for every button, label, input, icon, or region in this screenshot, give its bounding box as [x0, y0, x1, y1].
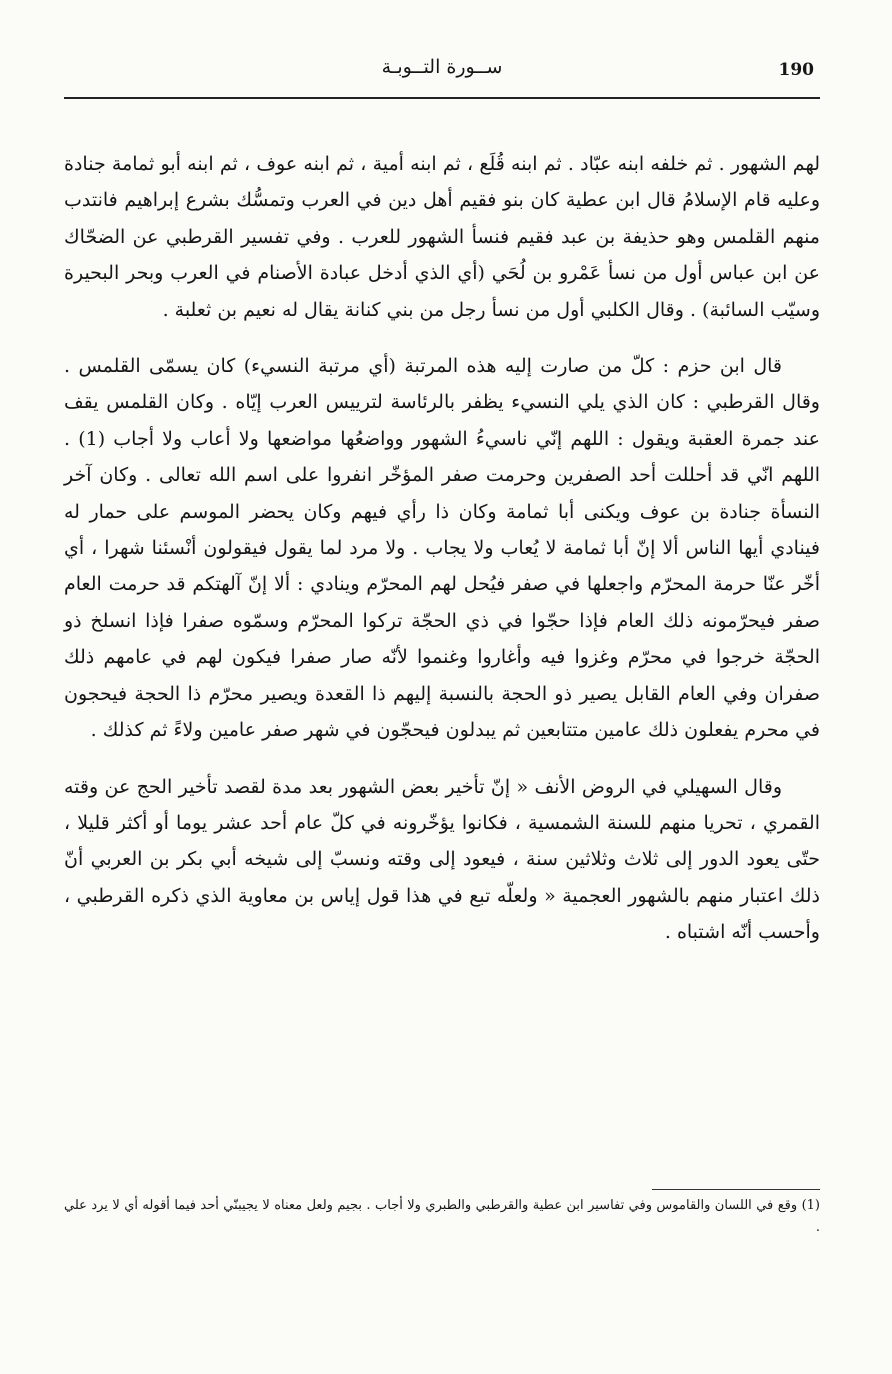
- paragraph: لهم الشهور . ثم خلفه ابنه عبّاد . ثم ابنه قُلَع ، ثم ابنه أمية ، ثم ابنه عوف ، ثم ابنه أبو ثمامة جنادة وعليه قام الإسلامُ قال ابن عطية كان بنو فقيم أهل دين في العرب وتمسُّك بشرع إبراهيم فانتدب منهم القلمس وهو حذيفة بن عبد فقيم فنسأ الشهور للعرب . وفي تفسير القرطبي عن الضحّاك عن ابن عباس أول من نسأ عَمْرو بن لُحَي (أي الذي أدخل عبادة الأصنام في العرب وبحر البحيرة وسيّب السائبة) . وقال الكلبي أول من نسأ رجل من بني كنانة يقال له نعيم بن ثعلبة .: [64, 153, 820, 321]
- footnote-rule: [652, 1189, 820, 1190]
- page-header: [64, 56, 820, 90]
- page-number: 190: [778, 60, 814, 80]
- body-text: [64, 146, 820, 951]
- footnote-text: (1) وقع في اللسان والقاموس وفي تفاسير ابن عطية والقرطبي والطبري ولا أجاب . بجيم ولعل معناه لا يجيبنّي أحد فيما أقوله أي لا يرد علي .: [64, 1198, 820, 1235]
- paragraph: وقال السهيلي في الروض الأنف « إنّ تأخير بعض الشهور بعد مدة لقصد تأخير الحج عن وقته القمري ، تحريا منهم للسنة الشمسية ، فكانوا يؤخّرونه في كلّ عام أحد عشر يوما أو أكثر قليلا ، حتّى يعود الدور إلى ثلاث وثلاثين سنة ، فيعود إلى وقته ونسبّ إلى شيخه أبي بكر بن العربي أنّ ذلك اعتبار منهم بالشهور العجمية « ولعلّه تبع في هذا قول إياس بن معاوية الذي ذكره القرطبي ، وأحسب أنّه اشتباه .: [64, 775, 820, 944]
- paragraph: قال ابن حزم : كلّ من صارت إليه هذه المرتبة (أي مرتبة النسيء) كان يسمّى القلمس . وقال القرطبي : كان الذي يلي النسيء يظفر بالرئاسة لترييس العرب إيّاه . وكان القلمس يقف عند جمرة العقبة ويقول : اللهم إنّي ناسيءُ الشهور وواضعُها مواضعها ولا أعاب ولا أجاب (1) . اللهم انّي قد أحللت أحد الصفرين وحرمت صفر المؤخّر انفروا على اسم الله تعالى . وكان آخر النسأة جنادة بن عوف ويكنى أبا ثمامة وكان ذا رأي فيهم وكان يحضر الموسم على حمار له فينادي أيها الناس ألا إنّ أبا ثمامة لا يُعاب ولا يجاب . ولا مرد لما يقول فيقولون أنْسئنا شهرا ، أي أخّر عنّا حرمة المحرّم واجعلها في صفر فيُحل لهم المحرّم وينادي : ألا إنّ آلهتكم قد حرمت العام صفر فيحرّمونه ذلك العام فإذا حجّوا في ذي الحجّة تركوا المحرّم وسمّوه صفرا فإذا انسلخ ذو الحجّة خرجوا في محرّم وغزوا فيه وأغاروا وغنموا لأنّه صار صفرا فيكون لهم في عامهم ذلك صفران وفي العام القابل يصير ذو الحجة بالنسبة إليهم ذا القعدة ويصير محرّم ذا الحجة فيحجون في محرم يفعلون ذلك عامين متتابعين ثم يبدلون فيحجّون في شهر صفر عامين ولاءً ثم كذلك .: [64, 355, 820, 742]
- running-title: ســورة التــوبـة: [381, 56, 503, 78]
- header-rule: [64, 97, 820, 99]
- footnote: [64, 1195, 820, 1239]
